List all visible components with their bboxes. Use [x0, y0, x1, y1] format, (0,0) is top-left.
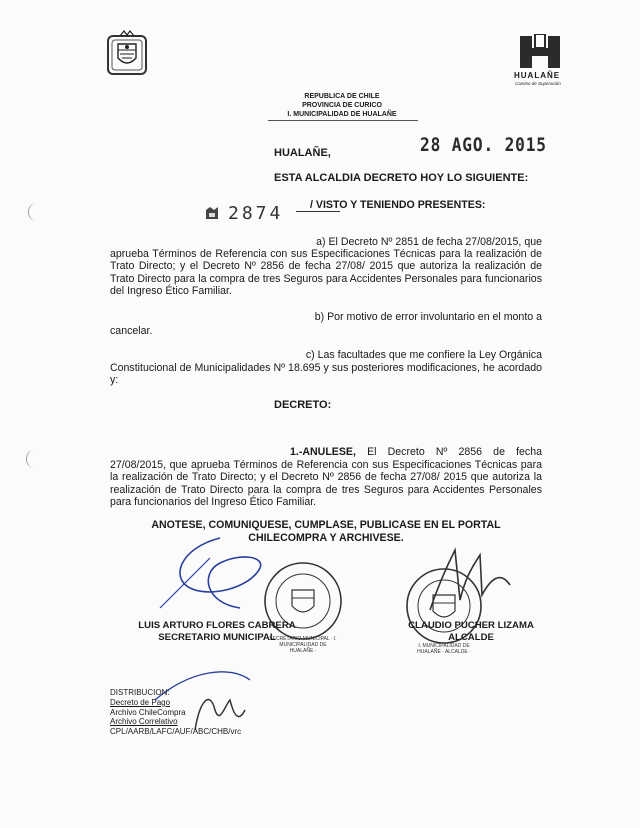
para-b-body: cancelar. — [110, 325, 153, 337]
secretary-name: LUIS ARTURO FLORES CABRERA — [138, 620, 296, 631]
para-b-first-line: b) Por motivo de error involuntario en el monto a — [314, 311, 542, 323]
mayor-seal-text: I. MUNICIPALIDAD DE HUALAÑE · ALCALDE · — [417, 643, 471, 655]
decree-number: 2874 — [228, 203, 284, 224]
item1-first: El Decreto Nº 2856 de fecha — [367, 446, 543, 458]
distribution-heading: DISTRIBUCION: — [110, 688, 170, 697]
secretary-title: SECRETARIO MUNICIPAL — [158, 632, 276, 643]
number-stamp-icon — [204, 205, 220, 221]
logo-tagline: Camino de Superación — [515, 81, 561, 86]
para-a-first-line: a) El Decreto Nº 2851 de fecha 27/08/2015, que — [316, 236, 542, 248]
item1-lead: 1.-ANULESE, — [290, 446, 356, 458]
item1-body: 27/08/2015, que aprueba Términos de Referencia con sus Especificaciones Técnicas para la realización de Trato Directo; y el Decreto Nº 2856 de fecha 27/08/ 2015 que autoriza la realización de Trato Directo para la compra de tres Seguros para Accidentes Personales para funcionarios del Ingreso Ético Familiar. — [110, 459, 542, 509]
distribution-item: Archivo ChileCompra — [110, 707, 186, 717]
para-c-body: Constitucional de Municipalidades Nº 18.695 y sus posteriores modificaciones, he acordado y: — [110, 362, 542, 387]
distribution-item: Archivo Correlativo — [110, 717, 178, 727]
decreto-heading: DECRETO: — [274, 399, 332, 411]
distribution-item: Decreto de Pago — [110, 697, 171, 707]
decree-title: ESTA ALCALDIA DECRETO HOY LO SIGUIENTE: — [274, 172, 529, 184]
header-province: PROVINCIA DE CURICO — [302, 102, 382, 109]
mayor-name: CLAUDIO PUCHER LIZAMA — [408, 620, 534, 631]
distribution-item: CPL/AARB/LAFC/AUF/ABC/CHB/vrc — [110, 727, 242, 737]
date-stamp: 28 AGO. 2015 — [420, 134, 547, 156]
punch-hole-bottom — [26, 450, 41, 468]
visto-heading: / VISTO Y TENIENDO PRESENTES: — [310, 199, 486, 211]
place-label: HUALAÑE, — [274, 147, 331, 159]
distribution-block — [110, 688, 241, 737]
header-republic: REPUBLICA DE CHILE — [304, 93, 380, 100]
visto-underline — [296, 211, 340, 212]
item1-first-line — [290, 446, 542, 458]
header-underline — [268, 120, 418, 121]
mayor-title: ALCALDE — [448, 632, 494, 643]
para-c-first-line: c) Las facultades que me confiere la Ley Orgánica — [305, 349, 542, 361]
coat-of-arms-emblem — [106, 30, 148, 76]
closing-line-1: ANOTESE, COMUNIQUESE, CUMPLASE, PUBLICASE EN EL PORTAL — [151, 519, 501, 531]
hualane-logo-icon — [518, 34, 564, 70]
logo-name: HUALAÑE — [514, 71, 561, 80]
secretary-seal-text: SECRETARIO MUNICIPAL · I. MUNICIPALIDAD DE HUALAÑE · — [269, 636, 337, 654]
closing-line-2: CHILECOMPRA Y ARCHIVESE. — [248, 532, 404, 544]
para-a-body: aprueba Términos de Referencia con sus Especificaciones Técnicas para la realización de Trato Directo; y el Decreto Nº 2856 de fecha 27/08/ 2015 que autoriza la realización de Trato Directo para la compra de tres Seguros para Accidentes Personales para funcionarios del Ingreso Ético Familiar. — [110, 248, 542, 298]
punch-hole-top — [28, 203, 43, 221]
header-municipality: I. MUNICIPALIDAD DE HUALAÑE — [287, 111, 397, 118]
